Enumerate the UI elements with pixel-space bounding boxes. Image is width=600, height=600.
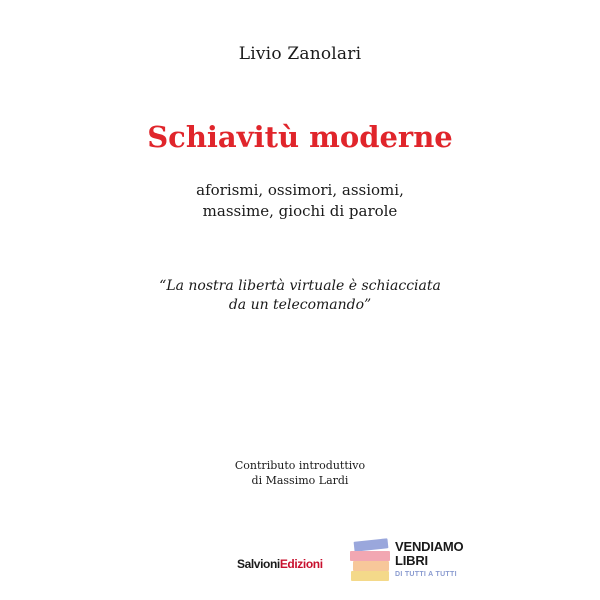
- book-subtitle: [0, 180, 600, 222]
- logo-line-2: LIBRI: [395, 553, 428, 568]
- book-yellow-icon: [351, 571, 389, 581]
- introduction-credit: [0, 458, 600, 488]
- books-stack-icon: [350, 534, 392, 582]
- logo-tagline: DI TUTTI A TUTTI: [395, 571, 457, 578]
- publisher-logo: [237, 557, 323, 571]
- quote-line-1: “La nostra libertà virtuale è schiacciata: [159, 278, 441, 294]
- book-title: Schiavitù moderne: [147, 120, 453, 154]
- subtitle-line-2: massime, giochi di parole: [202, 202, 398, 220]
- publisher-name-part2: Edizioni: [279, 557, 323, 571]
- logo-line-1: VENDIAMO: [395, 539, 464, 554]
- book-blue-icon: [354, 538, 389, 551]
- vendiamo-libri-logo: [395, 540, 463, 580]
- author-name: Livio Zanolari: [238, 44, 362, 64]
- book-pink-icon: [350, 551, 390, 561]
- intro-line-1: Contributo introduttivo: [234, 459, 366, 472]
- publisher-name-part1: Salvioni: [237, 557, 280, 571]
- book-peach-icon: [353, 561, 389, 571]
- epigraph-quote: [0, 277, 600, 315]
- quote-line-2: da un telecomando”: [228, 297, 372, 313]
- intro-line-2: di Massimo Lardi: [251, 474, 349, 487]
- subtitle-line-1: aforismi, ossimori, assiomi,: [196, 181, 404, 199]
